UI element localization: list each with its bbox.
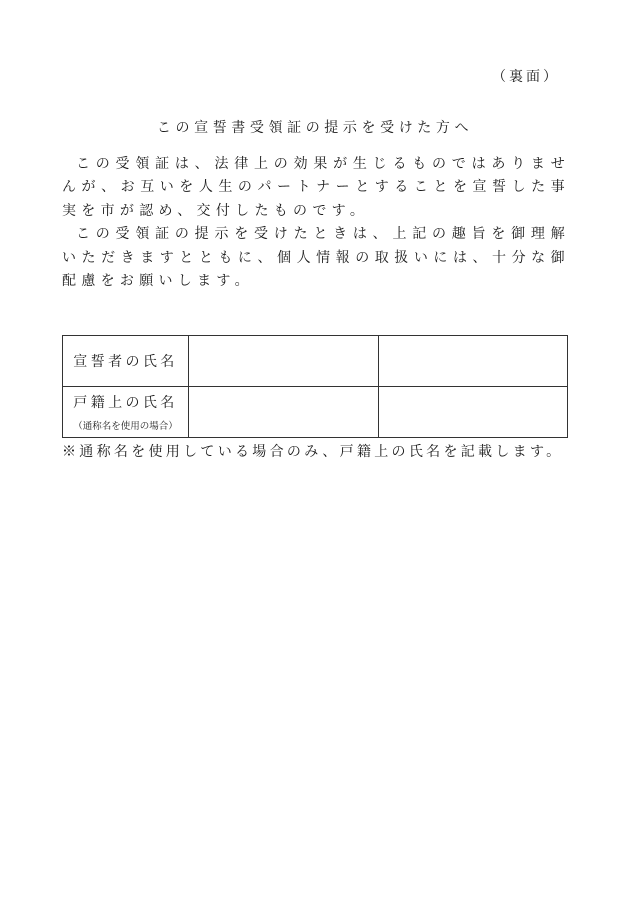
declarant-name-cell-2: [379, 336, 568, 387]
declarant-name-cell-1: [189, 336, 379, 387]
legal-name-row: [63, 387, 568, 438]
legal-name-label-cell: [63, 387, 189, 438]
declarant-name-label-cell: [63, 336, 189, 387]
legal-name-cell-1: [189, 387, 379, 438]
declarant-name-row: [63, 336, 568, 387]
back-side-label: （裏面）: [492, 69, 560, 85]
legal-name-cell-2: [379, 387, 568, 438]
alias-note-label: （通称名を使用の場合）: [73, 421, 178, 432]
notice-paragraph: この受領証の提示を受けたときは、上記の趣旨を御理解いただきますとともに、個人情報の取扱いには、十分な御配慮をお願いします。: [62, 226, 570, 290]
notice-paragraph: この受領証は、法律上の効果が生じるものではありませんが、お互いを人生のパートナーとすることを宣誓した事実を市が認め、交付したものです。: [62, 156, 570, 219]
footnote: ※通称名を使用している場合のみ、戸籍上の氏名を記載します。: [62, 444, 564, 460]
legal-name-label: 戸籍上の氏名: [73, 395, 178, 411]
declarant-name-label: 宣誓者の氏名: [73, 354, 178, 370]
name-table: [62, 335, 568, 438]
document-title: この宣誓書受領証の提示を受けた方へ: [156, 120, 474, 136]
notice-body: [62, 153, 570, 293]
